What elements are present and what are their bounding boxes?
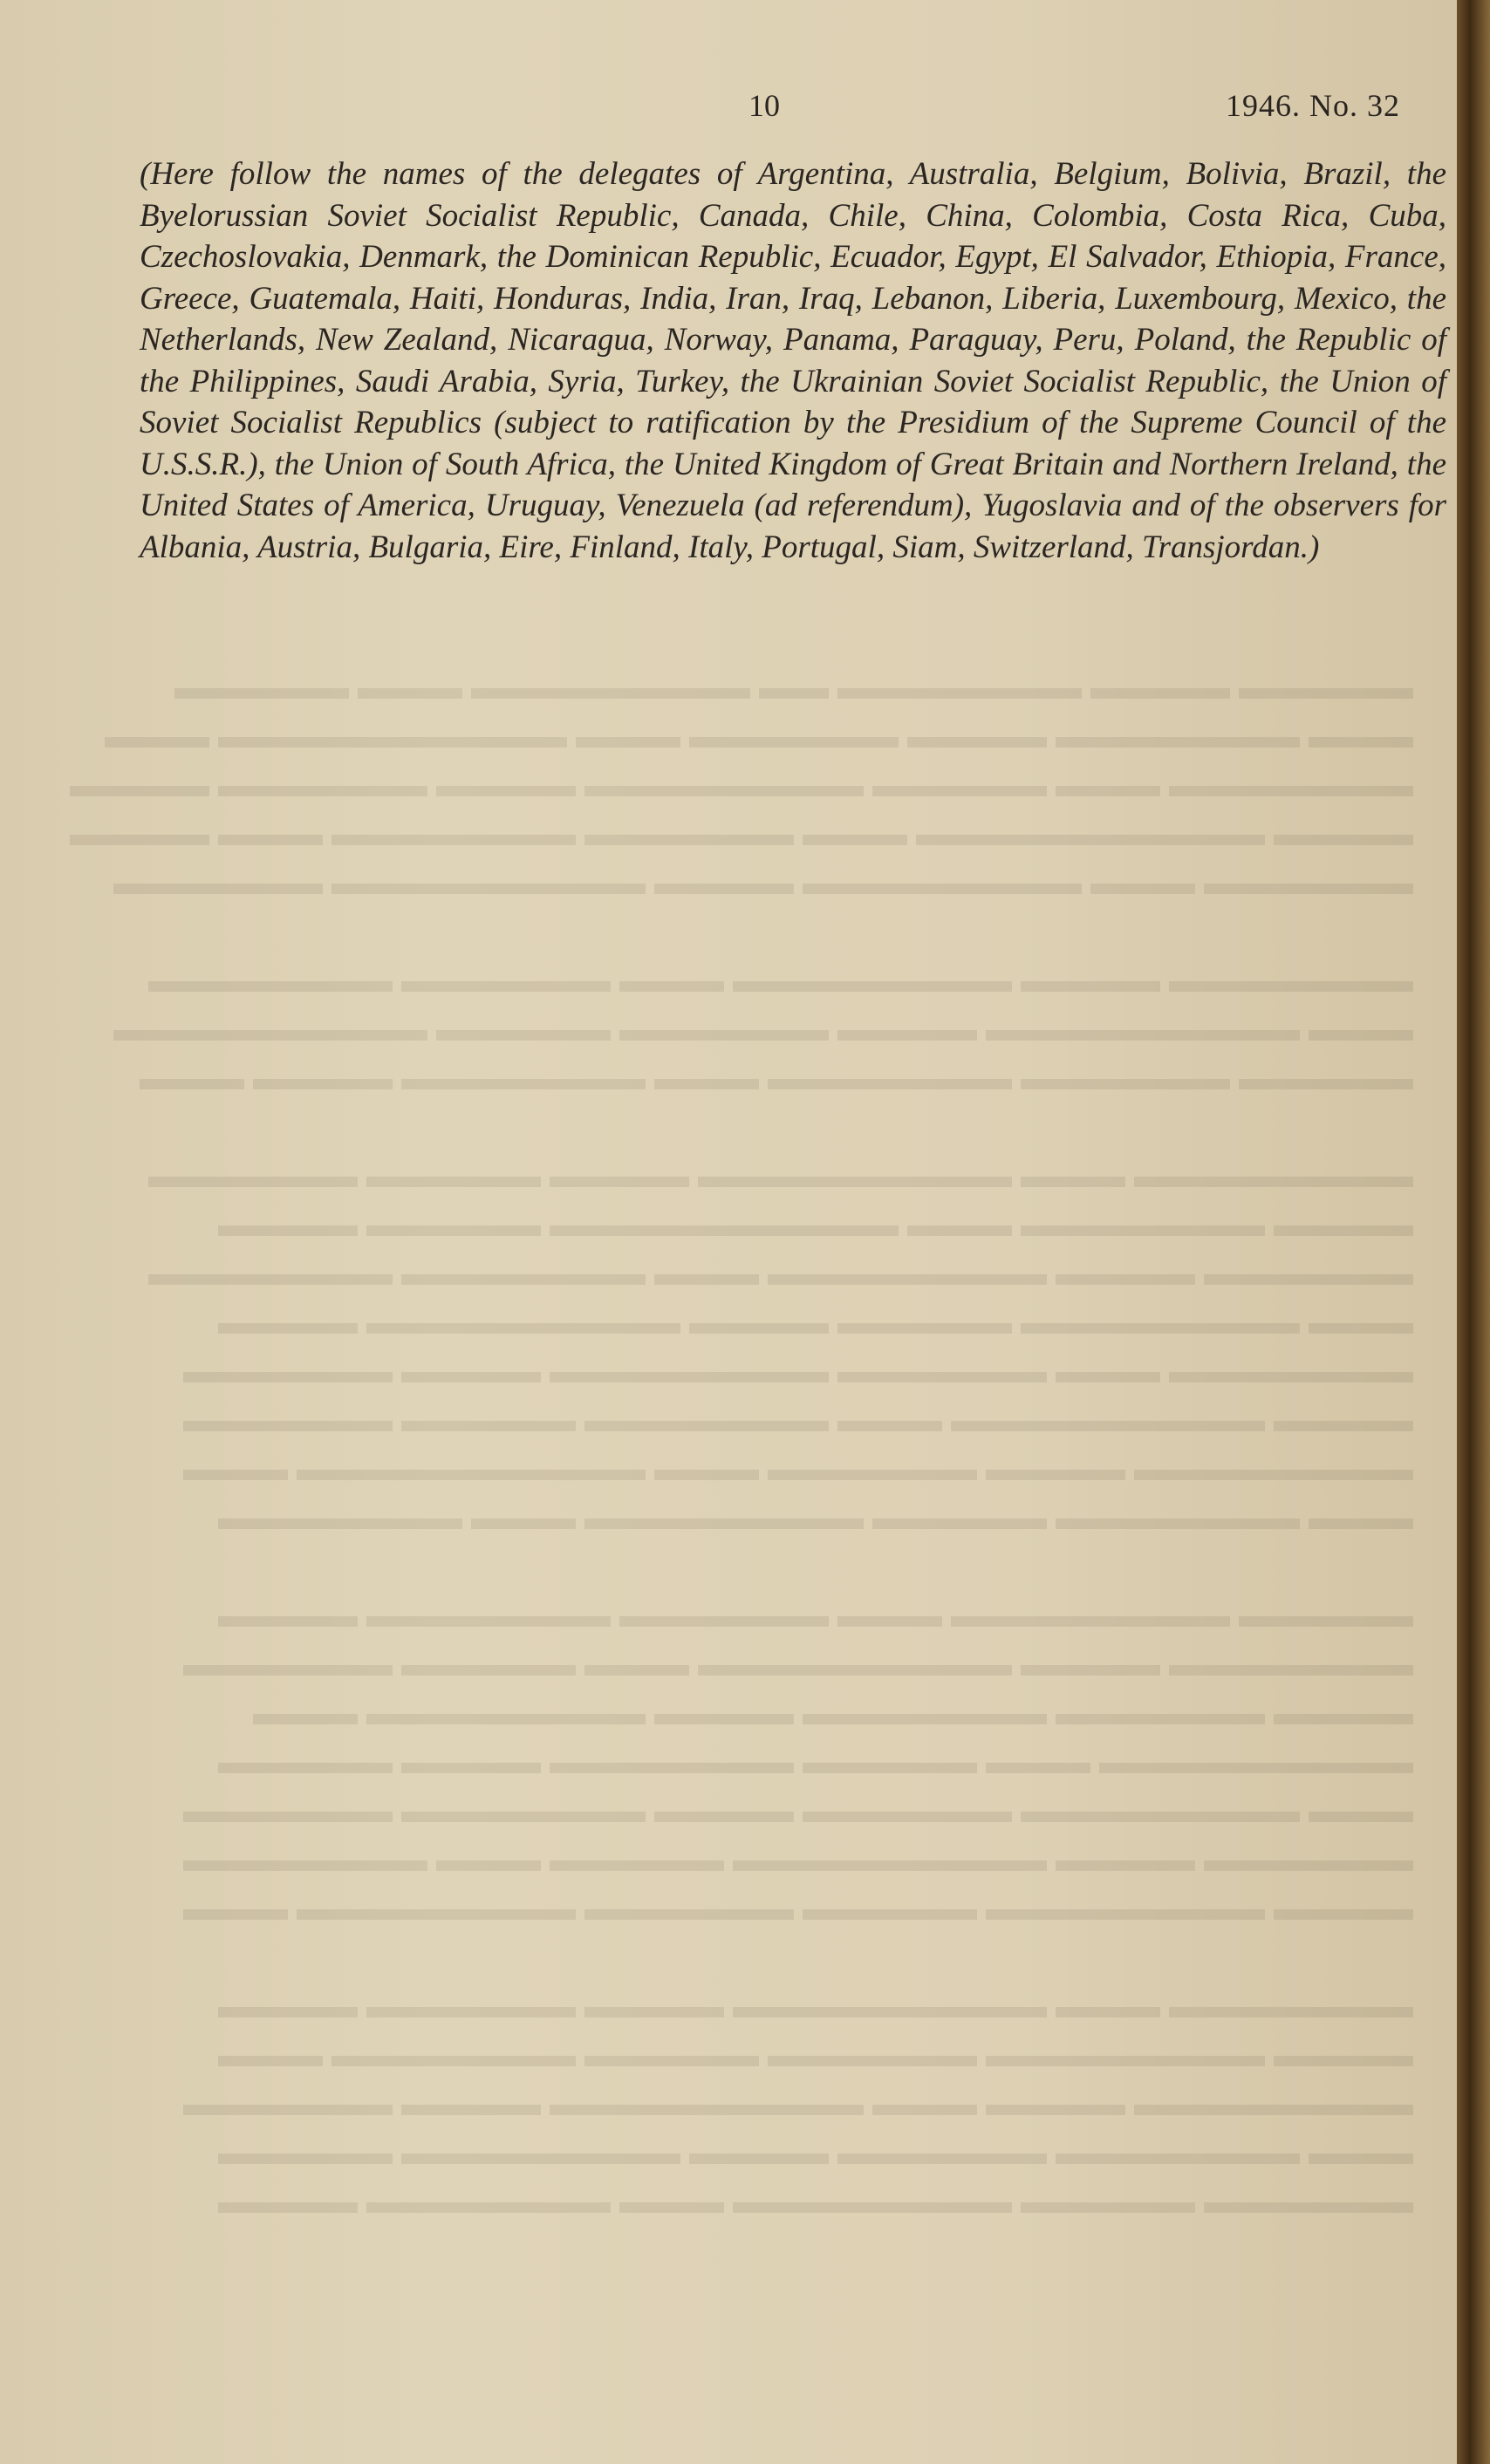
treaty-reference: 1946. No. 32 [1226,88,1400,123]
page-header [0,87,1457,140]
delegates-paragraph: (Here follow the names of the delegates of Argentina, Australia, Belgium, Bolivia, Brazil, the Byelorussian Soviet Socialist Republic, Canada, Chile, China, Colombia, Costa Rica, Cuba, Czechoslovakia, Denmark, the Dominican Republic, Ecuador, Egypt, El Salvador, Ethiopia, France, Greece, Guatemala, Haiti, Honduras, India, Iran, Iraq, Lebanon, Liberia, Luxembourg, Mexico, the Netherlands, New Zealand, Nicaragua, Norway, Panama, Paraguay, Peru, Poland, the Republic of the Philippines, Saudi Arabia, Syria, Turkey, the Ukrainian Soviet Socialist Republic, the Union of Soviet Socialist Republics (subject to ratification by the Presidium of the Supreme Council of the U.S.S.R.), the Union of South Africa, the United Kingdom of Great Britain and Northern Ireland, the United States of America, Uruguay, Venezuela (ad referendum), Yugoslavia and of the observers for Albania, Austria, Bulgaria, Eire, Finland, Italy, Portugal, Siam, Switzerland, Transjordan.) [140,156,1446,565]
show-through-texture: ▬▬▬▬▬ ▬▬▬▬ ▬▬▬▬▬▬▬ ▬▬ ▬▬▬▬▬▬▬▬ ▬▬▬ ▬▬▬▬▬ ▬▬▬ ▬▬▬▬▬▬▬ ▬▬▬▬ ▬▬▬▬▬▬ ▬▬▬ ▬▬▬▬▬▬▬▬▬▬ ▬▬▬ ▬▬▬▬▬▬▬ ▬▬▬ ▬▬▬▬▬ ▬▬▬▬▬▬▬▬ ▬▬▬▬ ▬▬▬▬▬▬ ▬▬▬▬ ▬▬▬▬ ▬▬▬▬▬▬▬▬▬▬ ▬▬▬ ▬▬▬▬▬▬ ▬▬▬▬▬▬▬ ▬▬▬ ▬▬▬▬ ▬▬▬▬▬▬ ▬▬▬ ▬▬▬▬▬▬▬▬ ▬▬▬▬ ▬▬▬▬▬▬▬▬▬ ▬▬▬▬▬▬ ▬▬▬▬▬▬▬ ▬▬▬▬ ▬▬▬▬▬▬▬▬ ▬▬▬ ▬▬▬▬▬▬ ▬▬▬▬▬▬▬ ▬▬▬ ▬▬▬▬▬▬▬▬▬ ▬▬▬▬ ▬▬▬▬▬▬ ▬▬▬▬▬ ▬▬▬▬▬▬▬▬▬ ▬▬▬▬▬ ▬▬▬▬▬▬ ▬▬▬▬▬▬▬ ▬▬▬ ▬▬▬▬▬▬▬ ▬▬▬▬ ▬▬▬ ▬▬▬▬▬▬▬▬ ▬▬▬ ▬▬▬▬▬▬▬▬▬ ▬▬▬▬ ▬▬▬▬▬ ▬▬▬▬▬▬ ▬▬▬▬ ▬▬▬▬▬▬▬ ▬▬▬ ▬▬▬▬▬▬▬▬▬▬ ▬▬▬▬▬ ▬▬▬▬ ▬▬▬▬▬▬ ▬▬▬▬ ▬▬▬▬▬▬▬▬ ▬▬▬ ▬▬▬▬▬▬▬ ▬▬▬▬▬▬▬ ▬▬▬ ▬▬▬▬▬▬▬▬ ▬▬▬▬▬ ▬▬▬▬ ▬▬▬▬▬▬▬▬▬ ▬▬▬▬ ▬▬▬▬▬▬▬ ▬▬▬ ▬▬▬▬▬▬ ▬▬▬▬▬▬▬▬ ▬▬▬▬ ▬▬▬▬▬▬ ▬▬▬▬ ▬▬▬▬▬▬▬▬▬ ▬▬▬ ▬▬▬▬▬▬▬ ▬▬▬▬▬ ▬▬▬▬▬▬ ▬▬▬▬▬▬▬▬ ▬▬▬▬ ▬▬▬▬▬▬ ▬▬▬ ▬▬▬▬▬▬▬▬▬▬ ▬▬▬ ▬▬▬ ▬▬▬▬▬▬▬ ▬▬▬▬▬ ▬▬▬▬▬▬▬▬ ▬▬▬ ▬▬▬▬▬▬▬ ▬▬▬▬▬ ▬▬▬▬▬▬▬▬ ▬▬▬ ▬▬▬▬▬▬ ▬▬▬▬▬▬▬ ▬▬▬▬ ▬▬▬▬▬▬▬ ▬▬▬▬ ▬▬▬▬▬▬▬▬▬ ▬▬▬ ▬▬▬▬▬ ▬▬▬▬▬▬ ▬▬▬▬ ▬▬▬▬▬▬ ▬▬▬▬▬▬▬ ▬▬▬▬ ▬▬▬▬▬▬▬▬ ▬▬▬ ▬▬▬▬▬▬▬▬▬ ▬▬▬ ▬▬▬▬▬ ▬▬▬▬▬▬▬ ▬▬▬▬ ▬▬▬▬▬ ▬▬▬ ▬▬▬▬▬▬▬▬ ▬▬▬▬▬▬ ▬▬▬▬ ▬▬▬▬▬▬▬ ▬▬▬▬▬▬ ▬▬▬▬▬▬ ▬▬▬▬ ▬▬▬▬▬▬▬▬▬ ▬▬▬▬▬ ▬▬▬ ▬▬▬▬▬▬▬ ▬▬▬▬ ▬▬▬▬▬▬▬▬ ▬▬▬▬▬ ▬▬▬▬▬▬ ▬▬▬▬▬▬▬▬ ▬▬▬ ▬▬▬▬▬▬▬ ▬▬▬ ▬▬▬▬▬▬▬▬▬ ▬▬▬▬ ▬▬▬▬▬▬ ▬▬▬▬ ▬▬▬▬ ▬▬▬▬▬▬▬▬ ▬▬▬▬▬▬ ▬▬▬▬▬ ▬▬▬▬▬▬▬ ▬▬▬ ▬▬▬▬▬▬▬▬ ▬▬▬▬ ▬▬▬ ▬▬▬▬▬▬▬▬▬ ▬▬▬▬ ▬▬▬▬▬▬ ▬▬▬ ▬▬▬▬▬▬▬ ▬▬▬▬▬▬ ▬▬▬▬ ▬▬▬▬▬▬▬▬ ▬▬▬▬▬ ▬▬▬▬▬▬ ▬▬▬▬▬ ▬▬▬▬▬▬▬▬ ▬▬▬ ▬▬▬▬▬▬▬ ▬▬▬▬ [70,667,1413,2221]
page-number: 10 [748,88,780,123]
binding-edge [1457,0,1490,2464]
